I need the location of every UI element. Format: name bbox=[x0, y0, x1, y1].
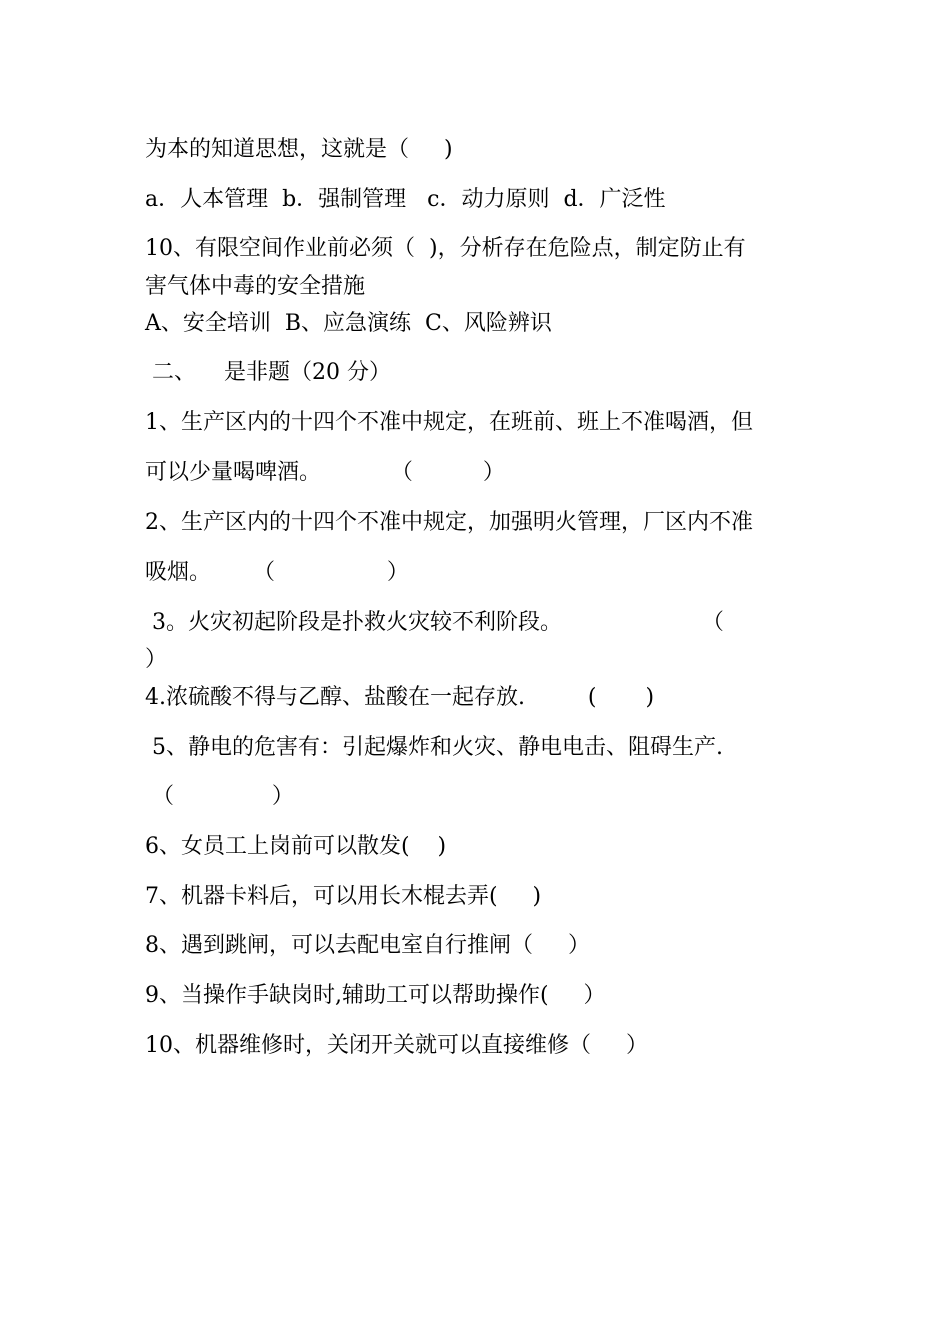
text-line-3: 10、有限空间作业前必须（ )，分析存在危险点，制定防止有 bbox=[145, 236, 746, 261]
text-line-8: 可以少量喝啤酒。 （ ） bbox=[145, 460, 505, 485]
text-line-17: 7、机器卡料后，可以用长木棍去弄( ) bbox=[145, 884, 542, 909]
text-line-13: 4.浓硫酸不得与乙醇、盐酸在一起存放. ( ) bbox=[145, 685, 655, 710]
text-line-20: 10、机器维修时，关闭开关就可以直接维修（ ） bbox=[145, 1033, 648, 1058]
text-line-9: 2、生产区内的十四个不准中规定，加强明火管理，厂区内不准 bbox=[145, 510, 753, 535]
text-line-2: a．人本管理 b．强制管理 c．动力原则 d．广泛性 bbox=[145, 187, 666, 212]
text-line-14: 5、静电的危害有：引起爆炸和火灾、静电电击、阻碍生产. bbox=[145, 735, 723, 760]
text-line-1: 为本的知道思想，这就是（ ) bbox=[145, 137, 453, 162]
text-line-12: ） bbox=[145, 647, 168, 672]
text-line-15: （ ） bbox=[145, 784, 294, 809]
text-line-5: A、安全培训 B、应急演练 C、风险辨识 bbox=[145, 311, 552, 336]
text-line-4: 害气体中毒的安全措施 bbox=[145, 274, 366, 299]
section-heading: 二、 是非题（20 分） bbox=[145, 360, 391, 385]
text-line-10: 吸烟。 （ ） bbox=[145, 560, 409, 585]
text-line-18: 8、遇到跳闸，可以去配电室自行推闸（ ） bbox=[145, 933, 590, 958]
text-line-19: 9、当操作手缺岗时,辅助工可以帮助操作( ） bbox=[145, 983, 606, 1008]
text-line-7: 1、生产区内的十四个不准中规定，在班前、班上不准喝酒，但 bbox=[145, 410, 753, 435]
text-line-16: 6、女员工上岗前可以散发( ) bbox=[145, 834, 447, 859]
text-line-11: 3。火灾初起阶段是扑救火灾较不利阶段。 （ bbox=[145, 610, 724, 635]
